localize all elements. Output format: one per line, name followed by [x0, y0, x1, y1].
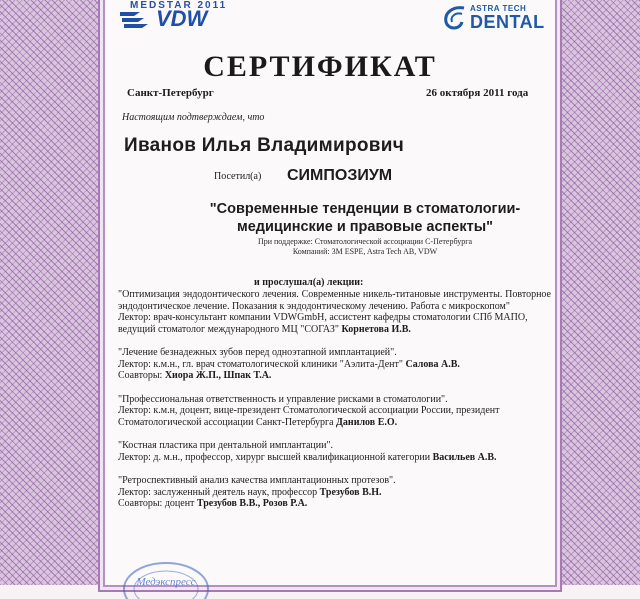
heard-lectures-label: и прослушал(а) лекции: [254, 277, 364, 288]
lecture-coauthors [118, 370, 551, 382]
support-line1: При поддержке: Стоматологической ассоциации С-Петербурга [257, 237, 473, 246]
header-topline [130, 0, 290, 4]
lecture-lector [118, 405, 551, 428]
visited-label: Посетил(а) [214, 171, 262, 182]
coauthors-label: Соавторы: доцент [118, 498, 195, 509]
lecture-item [118, 394, 551, 429]
support-line2: Компаний: 3M ESPE, Astra Tech AB, VDW [292, 247, 438, 256]
certificate-title: СЕРТИФИКАТ [203, 50, 437, 83]
date: 26 октября 2011 года [426, 87, 529, 99]
lecture-lector [118, 359, 551, 371]
last-line-fragment: Розов Р.А. [262, 498, 308, 509]
lecture-lector [118, 312, 551, 335]
coauthors-names: Трезубов В.В., [196, 498, 261, 509]
event-title [130, 200, 600, 236]
dental-label: DENTAL [470, 12, 545, 32]
vdw-logo-text: VDW [156, 6, 208, 31]
astra-tech-swirl-icon [440, 4, 468, 34]
lector-name: Васильев А.В. [432, 451, 497, 463]
lector-details: Лектор: к.м.н., гл. врач стоматологической клиники "Аэлита-Дент" [118, 358, 403, 370]
lecture-title: "Оптимизация эндодонтического лечения. Современные никель-титановые инструменты. Повторное эндодонтическое лечение. Показания к эндодонтическому лечению. Работа с микроскопом" [118, 289, 551, 312]
lector-details: Лектор: заслуженный деятель наук, профессор [118, 486, 318, 498]
vdw-wave-icon [118, 8, 152, 30]
lecture-title: "Ретроспективный анализ качества имплантационных протезов". [118, 475, 396, 486]
lecture-item [118, 347, 551, 382]
lecture-coauthors [118, 498, 551, 510]
lector-name: Данилов Е.О. [336, 416, 398, 428]
lecture-title: "Лечение безнадежных зубов перед одноэтапной имплантацией". [118, 347, 397, 358]
lector-details: Лектор: врач-консультант компании VDWGmbH, ассистент кафедры стоматологии СПб МАПО, ведущий стоматолог международного МЦ "СОГАЗ" [118, 312, 528, 335]
vdw-logo [118, 6, 207, 32]
recipient-name: Иванов Илья Владимирович [124, 135, 405, 156]
lector-name: Корнетова И.В. [341, 323, 411, 335]
city: Санкт-Петербург [127, 87, 214, 99]
lecture-list [118, 289, 551, 522]
lecture-item [118, 440, 551, 463]
lecture-item [118, 475, 551, 510]
lector-details: Лектор: к.м.н, доцент, вице-президент Стоматологической ассоциации России, президент Стоматологической ассоциации Санкт-Петербурга [118, 405, 500, 428]
astra-tech-label: ASTRA TECH [470, 4, 527, 13]
confirm-text: Настоящим подтверждаем, что [122, 112, 265, 123]
coauthors-names: Хиора Ж.П., Шпак Т.А. [164, 370, 272, 381]
astra-tech-logo [432, 4, 547, 36]
stamp-text: Медэкспресс [136, 576, 196, 588]
lecture-title: "Профессиональная ответственность и управление рисками в стоматологии". [118, 393, 448, 405]
coauthors-label: Соавторы: [118, 370, 163, 381]
stamp [118, 527, 214, 599]
support-info [130, 237, 600, 257]
lecture-lector [118, 487, 551, 499]
event-title-line1: "Современные тенденции в стоматологии- [209, 201, 521, 217]
event-title-line2: медицинские и правовые аспекты" [237, 219, 493, 235]
event-type: СИМПОЗИУМ [287, 167, 393, 184]
lector-details: Лектор: д. м.н., профессор, хирург высшей квалификационной категории [118, 451, 431, 463]
lecture-item [118, 289, 551, 335]
lecture-title: "Костная пластика при дентальной имплантации". [118, 440, 334, 451]
lecture-lector [118, 452, 551, 464]
lector-name: Трезубов В.Н. [319, 486, 382, 498]
lector-name: Салова А.В. [405, 358, 460, 370]
